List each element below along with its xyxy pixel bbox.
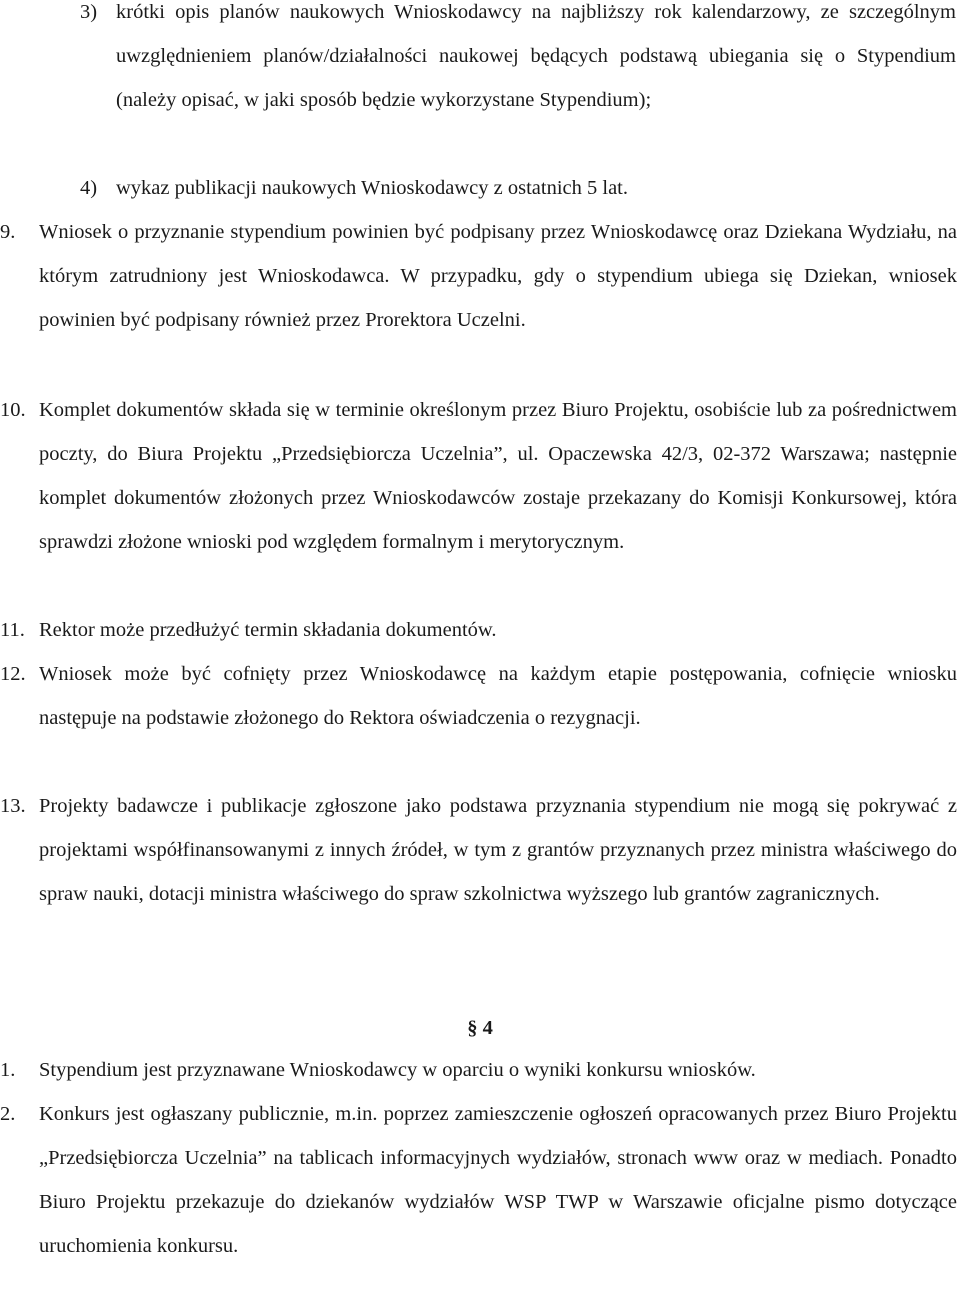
paragraph-text: Rektor może przedłużyć termin składania dokumentów. [39,619,497,641]
paragraph-number: 1. [0,1059,16,1081]
paragraph-13 [0,784,960,916]
paragraph-text: Projekty badawcze i publikacje zgłoszone jako podstawa przyznania stypendium nie mogą się pokrywać z projektami współfinansowanymi z innych źródeł, w tym z grantów przyznanych przez ministra właściwego do spraw nauki, dotacji ministra właściwego do spraw szkolnictwa wyższego lub grantów zagranicznych. [39,795,957,905]
list-item-4 [0,166,960,210]
paragraph-number: 11. [0,619,25,641]
section-paragraph-1 [0,1048,960,1092]
paragraph-number: 10. [0,399,26,421]
paragraph-9 [0,210,960,342]
section-paragraph-2 [0,1092,960,1268]
paragraph-text: Konkurs jest ogłaszany publicznie, m.in. poprzez zamieszczenie ogłoszeń opracowanych przez Biuro Projektu „Przedsiębiorcza Uczelnia” na tablicach informacyjnych wydziałów, stronach www oraz w mediach. Ponadto Biuro Projektu przekazuje do dziekanów wydziałów WSP TWP w Warszawie oficjalne pismo dotyczące uruchomienia konkursu. [39,1103,957,1257]
paragraph-number: 2. [0,1103,16,1125]
paragraph-10 [0,388,960,564]
section-heading: § 4 [467,1017,493,1039]
paragraph-text: Wniosek o przyznanie stypendium powinien być podpisany przez Wnioskodawcę oraz Dziekana Wydziału, na którym zatrudniony jest Wnioskodawca. W przypadku, gdy o stypendium ubiega się Dziekan, wniosek powinien być podpisany również przez Prorektora Uczelni. [39,221,957,331]
paragraph-text: Stypendium jest przyznawane Wnioskodawcy w oparciu o wyniki konkursu wniosków. [39,1059,756,1081]
paragraph-number: 9. [0,221,16,243]
paragraph-number: 12. [0,663,26,685]
paragraph-text: Wniosek może być cofnięty przez Wnioskodawcę na każdym etapie postępowania, cofnięcie wniosku następuje na podstawie złożonego do Rektora oświadczenia o rezygnacji. [39,663,957,729]
list-item-number: 3) [80,1,98,23]
list-item-text: krótki opis planów naukowych Wnioskodawcy na najbliższy rok kalendarzowy, ze szczególnym uwzględnieniem planów/działalności naukowej będących podstawą ubiegania się o Stypendium (należy opisać, w jaki sposób będzie wykorzystane Stypendium); [116,1,956,111]
paragraph-text: Komplet dokumentów składa się w terminie określonym przez Biuro Projektu, osobiście lub za pośrednictwem poczty, do Biura Projektu „Przedsiębiorcza Uczelnia”, ul. Opaczewska 42/3, 02-372 Warszawa; następnie komplet dokumentów złożonych przez Wnioskodawców zostaje przekazany do Komisji Konkursowej, która sprawdzi złożone wnioski pod względem formalnym i merytorycznym. [39,399,957,553]
paragraph-12 [0,652,960,740]
list-item-number: 4) [80,177,98,199]
paragraph-number: 13. [0,795,26,817]
paragraph-11 [0,608,960,652]
list-item-text: wykaz publikacji naukowych Wnioskodawcy z ostatnich 5 lat. [116,177,628,199]
list-item-3 [0,0,960,122]
